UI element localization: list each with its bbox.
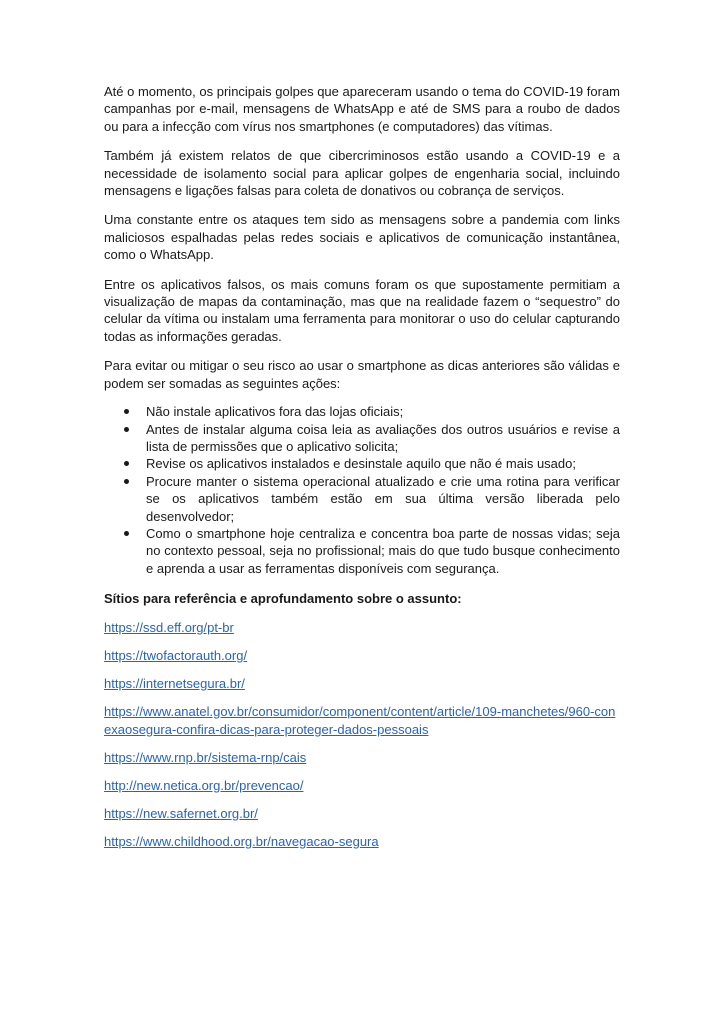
bullet-icon xyxy=(124,479,129,484)
list-item-text: Antes de instalar alguma coisa leia as avaliações dos outros usuários e revise a lista de permissões que o aplicativo solicita; xyxy=(146,421,620,454)
paragraph-aplicativos-falsos: Entre os aplicativos falsos, os mais comuns foram os que supostamente permitiam a visualização de mapas da contaminação, mas que na realidade fazem o “sequestro” do celular da vítima ou instalam uma ferramenta para monitorar o uso do celular capturando todas as informações geradas. xyxy=(104,276,620,344)
references-heading: Sítios para referência e aprofundamento sobre o assunto: xyxy=(104,591,462,607)
list-item xyxy=(146,403,620,420)
list-item-text: Revise os aplicativos instalados e desinstale aquilo que não é mais usado; xyxy=(146,456,576,472)
reference-link-twofactorauth[interactable]: https://twofactorauth.org/ xyxy=(104,647,248,663)
bullet-icon xyxy=(124,427,129,432)
bullet-icon xyxy=(124,461,129,466)
reference-link-netica[interactable]: http://new.netica.org.br/prevencao/ xyxy=(104,777,304,793)
reference-link-internetsegura[interactable]: https://internetsegura.br/ xyxy=(104,675,245,691)
reference-link-safernet[interactable]: https://new.safernet.org.br/ xyxy=(104,805,258,821)
list-item-text: Procure manter o sistema operacional atualizado e crie uma rotina para verificar se os aplicativos também estão em sua última versão liberada pelo desenvolvedor; xyxy=(146,473,620,524)
list-item xyxy=(146,525,620,577)
reference-link-anatel[interactable]: https://www.anatel.gov.br/consumidor/component/content/article/109-manchetes/960-conexaosegura-confira-dicas-para-proteger-dados-pessoais xyxy=(104,703,616,737)
list-item xyxy=(146,455,620,472)
list-item-text: Não instale aplicativos fora das lojas oficiais; xyxy=(146,404,404,420)
paragraph-evitar-risco: Para evitar ou mitigar o seu risco ao usar o smartphone as dicas anteriores são válidas e podem ser somadas as seguintes ações: xyxy=(104,358,620,391)
list-item xyxy=(146,421,620,456)
list-item xyxy=(146,473,620,525)
reference-link-ssd-eff[interactable]: https://ssd.eff.org/pt-br xyxy=(104,619,234,635)
tips-list xyxy=(104,403,620,577)
paragraph-links-maliciosos: Uma constante entre os ataques tem sido as mensagens sobre a pandemia com links maliciosos espalhadas pelas redes sociais e aplicativos de comunicação instantânea, como o WhatsApp. xyxy=(104,212,620,263)
list-item-text: Como o smartphone hoje centraliza e concentra boa parte de nossas vidas; seja no contexto pessoal, seja no profissional; mais do que tudo busque conhecimento e aprenda a usar as ferramentas disponíveis com segurança. xyxy=(146,525,620,576)
reference-link-childhood[interactable]: https://www.childhood.org.br/navegacao-segura xyxy=(104,833,379,849)
paragraph-golpes-covid: Até o momento, os principais golpes que apareceram usando o tema do COVID-19 foram campanhas por e-mail, mensagens de WhatsApp e até de SMS para a roubo de dados ou para a infecção com vírus nos smartphones (e computadores) das vítimas. xyxy=(104,84,620,134)
reference-link-rnp-cais[interactable]: https://www.rnp.br/sistema-rnp/cais xyxy=(104,749,307,765)
paragraph-engenharia-social: Também já existem relatos de que cibercriminosos estão usando a COVID-19 e a necessidade de isolamento social para aplicar golpes de engenharia social, incluindo mensagens e ligações falsas para coleta de donativos ou cobrança de serviços. xyxy=(104,148,620,199)
bullet-icon xyxy=(124,531,129,536)
bullet-icon xyxy=(124,409,129,414)
